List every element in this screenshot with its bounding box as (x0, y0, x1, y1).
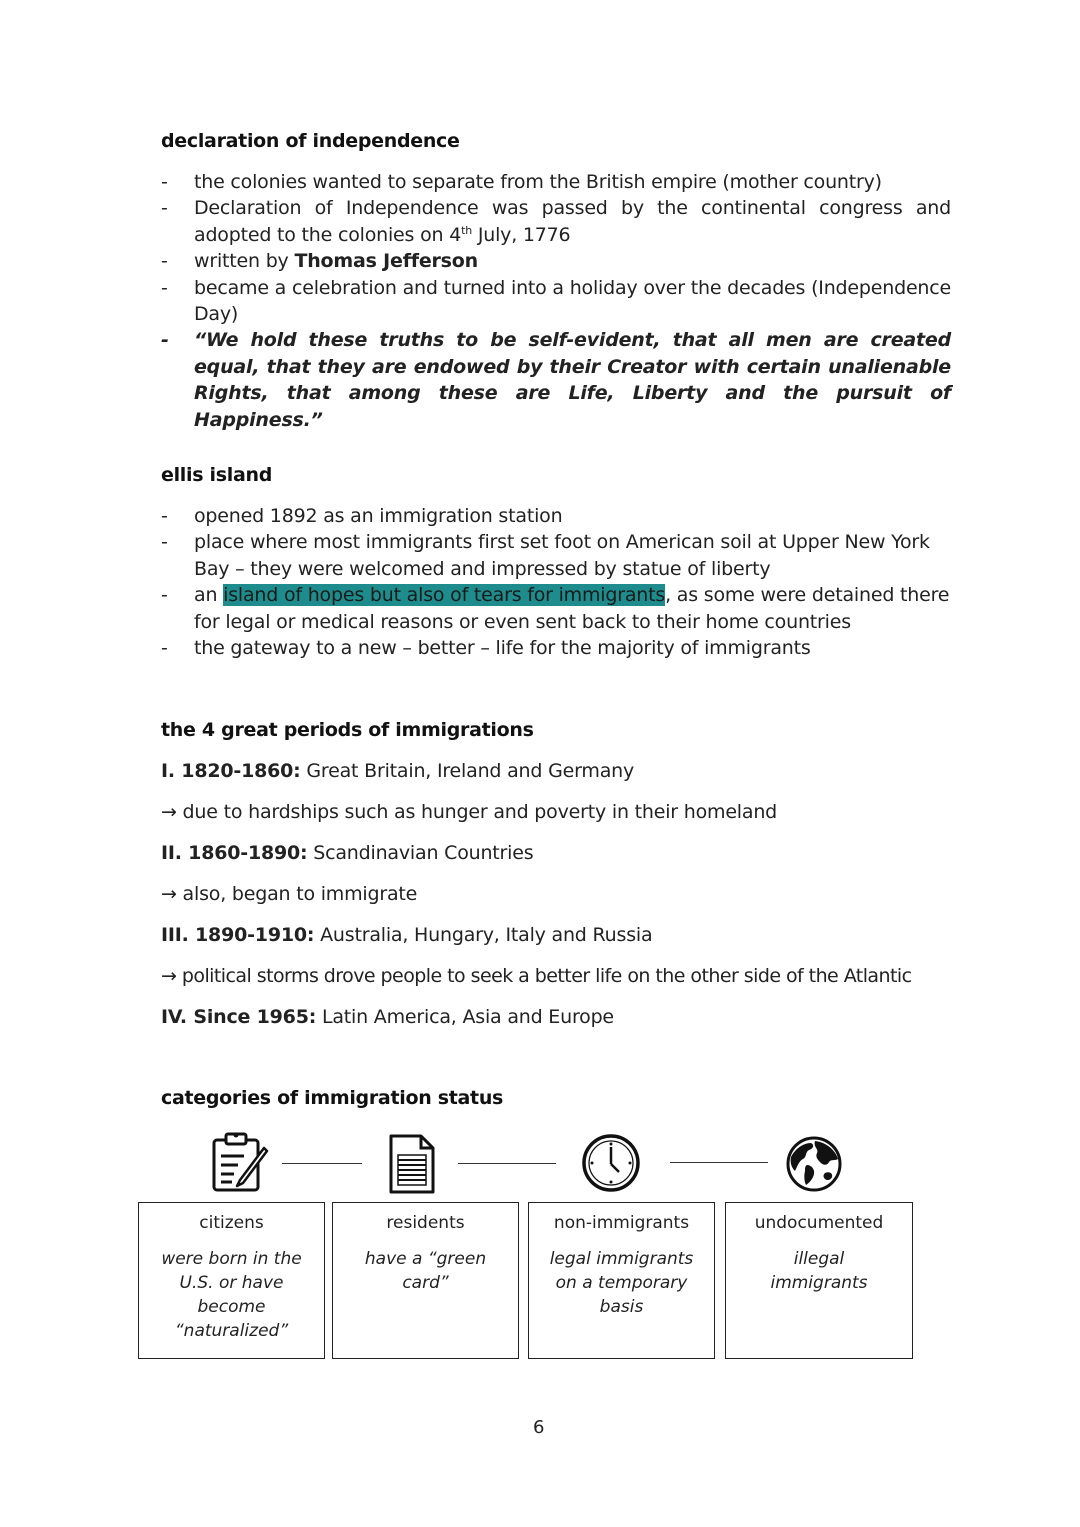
connector-line (670, 1162, 768, 1163)
clock-icon (581, 1133, 641, 1193)
category-box-undocumented (725, 1202, 913, 1359)
category-box-citizens (138, 1202, 325, 1359)
section-heading-periods: the 4 great periods of immigrations (161, 719, 534, 741)
category-title: residents (386, 1213, 465, 1233)
category-description: illegal immigrants (770, 1249, 868, 1293)
category-box-non-immigrants (528, 1202, 715, 1359)
section-heading-status: categories of immigration status (161, 1087, 504, 1109)
period-4 (161, 1006, 614, 1028)
period-label: I. 1820-1860: (161, 760, 301, 782)
period-label: IV. Since 1965: (161, 1006, 317, 1028)
connector-line (282, 1163, 362, 1164)
author-name: Thomas Jefferson (294, 250, 478, 273)
list-item-text: , as some were detained there for legal or medical reasons or even sent back to their home countries (194, 584, 950, 633)
period-text: Australia, Hungary, Italy and Russia (314, 924, 653, 946)
period-text: Scandinavian Countries (307, 842, 534, 864)
section-heading-ellis-island: ellis island (161, 464, 273, 486)
list-item: - place where most immigrants first set foot on American soil at Upper New York Bay – they were welcomed and impressed by statue of liberty (161, 529, 951, 582)
document-icon (388, 1133, 436, 1195)
period-3-note: → political storms drove people to seek a better life on the other side of the Atlantic (161, 965, 912, 987)
ordinal-suffix: th (461, 223, 472, 237)
period-1-note: → due to hardships such as hunger and poverty in their homeland (161, 801, 778, 823)
list-item-text: written by (194, 250, 295, 273)
page-number: 6 (533, 1417, 545, 1438)
period-label: II. 1860-1890: (161, 842, 308, 864)
list-item (161, 195, 951, 248)
period-1 (161, 760, 634, 782)
section-heading-declaration: declaration of independence (161, 130, 460, 152)
category-title: non-immigrants (553, 1213, 690, 1233)
period-2-note: → also, began to immigrate (161, 883, 418, 905)
period-text: Latin America, Asia and Europe (316, 1006, 614, 1028)
highlighted-text: island of hopes but also of tears for immigrants (223, 584, 666, 607)
declaration-quote: - “We hold these truths to be self-evident, that all men are created equal, that they are endowed by their Creator with certain unalienable Rights, that among these are Life, Liberty and the pursuit of Happiness.” (161, 327, 951, 433)
list-item: - the gateway to a new – better – life for the majority of immigrants (161, 635, 951, 661)
category-box-residents (332, 1202, 519, 1359)
category-title: undocumented (754, 1213, 884, 1233)
list-item-text: an (194, 584, 224, 607)
period-text: Great Britain, Ireland and Germany (300, 760, 635, 782)
list-item: - opened 1892 as an immigration station (161, 503, 951, 529)
category-description: were born in the U.S. or have become “naturalized” (161, 1249, 302, 1341)
list-item-text: July, 1776 (471, 223, 571, 246)
period-2 (161, 842, 533, 864)
ellis-bullet-list (161, 503, 951, 661)
category-description: legal immigrants on a temporary basis (549, 1249, 694, 1317)
period-3 (161, 924, 652, 946)
globe-icon (785, 1135, 843, 1193)
list-item: - became a celebration and turned into a holiday over the decades (Independence Day) (161, 275, 951, 328)
list-item (161, 248, 951, 274)
category-description: have a “green card” (364, 1249, 487, 1293)
declaration-bullet-list (161, 169, 951, 433)
list-item (161, 582, 951, 635)
list-item: - the colonies wanted to separate from the British empire (mother country) (161, 169, 951, 195)
period-label: III. 1890-1910: (161, 924, 315, 946)
clipboard-icon (208, 1130, 270, 1194)
category-title: citizens (199, 1213, 264, 1233)
list-item-text: Declaration of Independence was passed by the continental congress and adopted to the colonies on 4 (194, 197, 951, 246)
connector-line (458, 1163, 556, 1164)
